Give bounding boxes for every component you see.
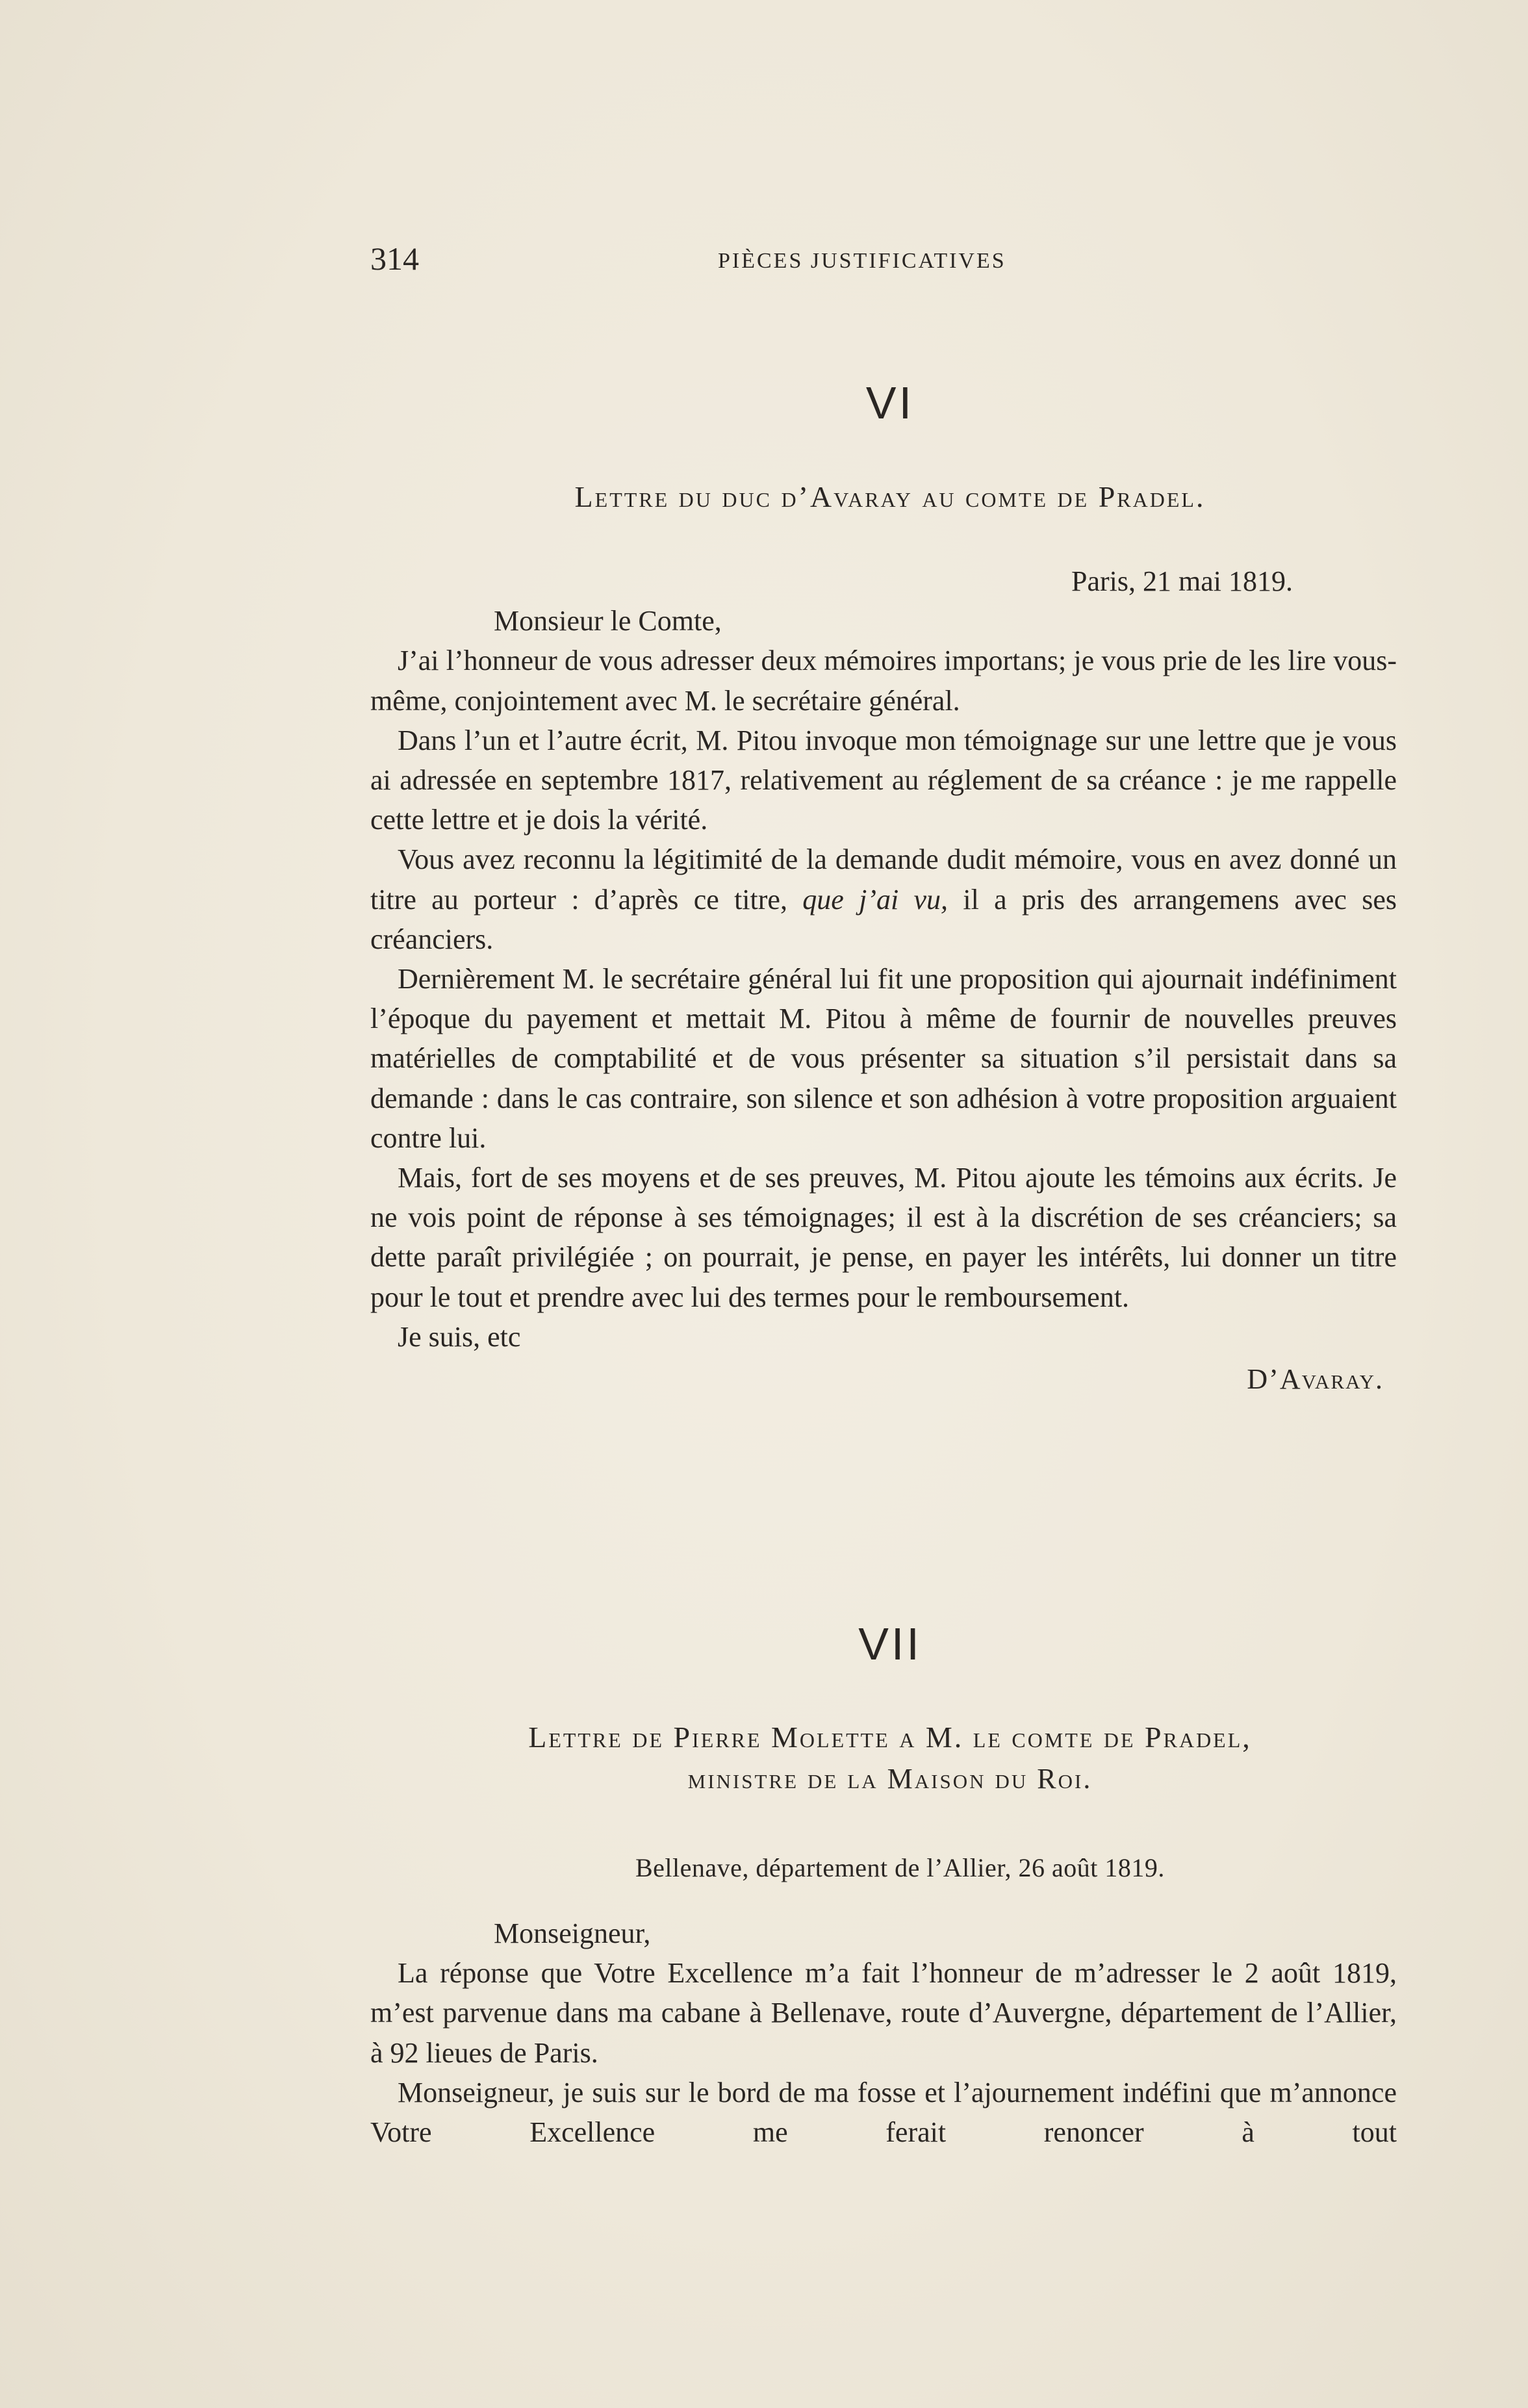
letter-davaray	[370, 561, 1397, 1399]
closing-formula: Je suis, etc	[398, 1320, 521, 1353]
salutation-monseigneur: Monseigneur,	[494, 1917, 651, 1949]
paragraph-5: Mais, fort de ses moyens et de ses preuves, M. Pitou ajoute les témoins aux écrits. Je ne vois point de réponse à ses témoignages; il est à la discrétion de ses créanciers; sa dette paraît privilégiée ; on pourrait, je pense, en payer les intérêts, lui donner un titre pour le tout et prendre avec lui des termes pour le remboursement.	[370, 1162, 1397, 1313]
paragraph-4: Dernièrement M. le secrétaire général lui fit une proposition qui ajournait indéfiniment l’époque du payement et mettait M. Pitou à même de fournir de nouvelles preuves matérielles de comptabilité et de vous présenter sa situation s’il persistait dans sa demande : dans le cas contraire, son silence et son adhésion à votre proposition arguaient contre lui.	[370, 963, 1397, 1154]
page-number: 314	[370, 240, 419, 277]
paragraph-2: Dans l’un et l’autre écrit, M. Pitou invoque mon témoignage sur une lettre que je vous ai adressée en septembre 1817, relativement au réglement de sa créance : je me rappelle cette lettre et je dois la vérité.	[370, 724, 1397, 836]
paragraph-3-italic: que j’ai vu,	[802, 883, 949, 916]
section-title-vii-line2: ministre de la Maison du Roi.	[687, 1763, 1093, 1795]
running-head: PIÈCES JUSTIFICATIVES	[718, 249, 1006, 273]
section-title-vii-line1: Lettre de Pierre Molette a M. le comte de Pradel,	[528, 1721, 1252, 1754]
salutation-comte: Monsieur le Comte,	[494, 605, 722, 637]
paragraph-1: J’ai l’honneur de vous adresser deux mémoires importans; je vous prie de les lire vous-même, conjointement avec M. le secrétaire général.	[370, 645, 1397, 717]
paragraph-7-1: La réponse que Votre Excellence m’a fait l’honneur de m’adresser le 2 août 1819, m’est parvenue dans ma cabane à Bellenave, route d’Auvergne, département de l’Allier, à 92 lieues de Paris.	[370, 1957, 1397, 2069]
dateline-paris: Paris, 21 mai 1819.	[1071, 565, 1293, 597]
paragraph-3-text-a: Vous avez reconnu la légitimité de la demande dudit mémoire, vous en avez donné un titre au porteur : d’après ce titre,	[370, 843, 1397, 916]
dateline-bellenave: Bellenave, département de l’Allier, 26 août 1819.	[635, 1853, 1165, 1882]
letter-molette	[370, 1914, 1397, 2152]
section-number-vi: VI	[865, 378, 915, 428]
signature-davaray: D’Avaray.	[1247, 1363, 1384, 1396]
paragraph-3	[370, 839, 1397, 959]
paragraph-3-text-b: il a pris des arrangemens avec ses créanciers.	[370, 883, 1397, 955]
section-title-vi: Lettre du duc d’Avaray au comte de Pradel.	[574, 480, 1206, 513]
section-number-vii: VII	[858, 1619, 922, 1669]
page-header	[370, 239, 1397, 278]
paragraph-7-2: Monseigneur, je suis sur le bord de ma fosse et l’ajournement indéfini que m’annonce Votre Excellence me ferait renoncer à tout	[370, 2076, 1397, 2149]
